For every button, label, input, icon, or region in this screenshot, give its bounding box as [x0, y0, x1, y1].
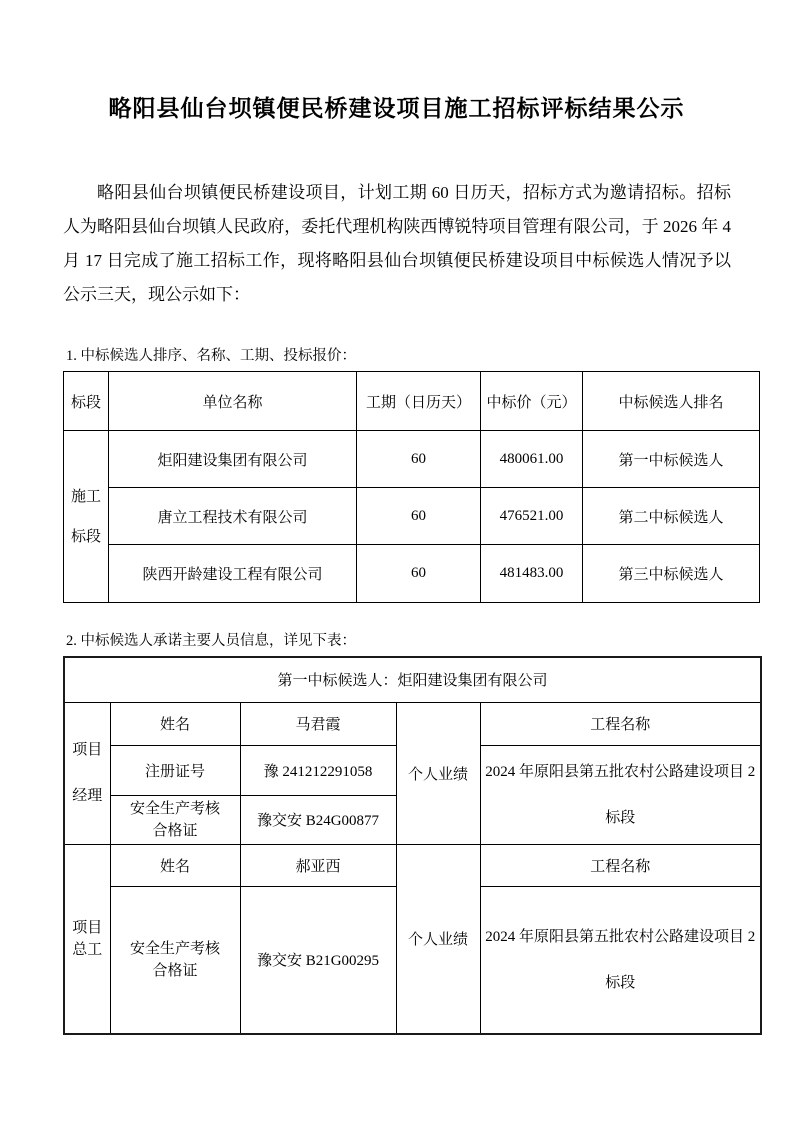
duration-cell: 60 — [357, 488, 481, 545]
section2-heading: 2. 中标候选人承诺主要人员信息，详见下表： — [66, 633, 356, 649]
duration-cell: 60 — [357, 431, 481, 488]
header-bid-price: 中标价（元） — [481, 372, 583, 431]
project-name-label-cell: 工程名称 — [480, 844, 761, 886]
field-value-cell: 马君霞 — [240, 702, 396, 745]
header-candidate-rank: 中标候选人排名 — [583, 372, 760, 431]
field-value-cell: 豫交安 B24G00877 — [240, 795, 396, 844]
role-chief-engineer-cell: 项目总工 — [64, 844, 110, 1034]
achievement-label-cell: 个人业绩 — [396, 702, 480, 844]
company-cell: 唐立工程技术有限公司 — [109, 488, 357, 545]
achievement-project-cell: 2024 年原阳县第五批农村公路建设项目 2 标段 — [480, 886, 761, 1034]
page-title: 略阳县仙台坝镇便民桥建设项目施工招标评标结果公示 — [108, 96, 685, 121]
field-label-cell: 安全生产考核合格证 — [110, 886, 240, 1034]
key-personnel-table — [63, 656, 762, 1035]
achievement-project-cell: 2024 年原阳县第五批农村公路建设项目 2 标段 — [480, 745, 761, 844]
field-value-cell: 豫 241212291058 — [240, 745, 396, 795]
rank-cell: 第三中标候选人 — [583, 545, 760, 603]
rank-cell: 第二中标候选人 — [583, 488, 760, 545]
table-row — [64, 702, 761, 745]
bid-section-group-cell: 施工标段 — [64, 431, 109, 603]
table-row — [64, 488, 760, 545]
header-bid-section: 标段 — [64, 372, 109, 431]
section1-heading: 1. 中标候选人排序、名称、工期、投标报价： — [66, 348, 356, 364]
header-company-name: 单位名称 — [109, 372, 357, 431]
candidate-header-row — [64, 657, 761, 702]
achievement-label-cell: 个人业绩 — [396, 844, 480, 1034]
header-duration: 工期（日历天） — [357, 372, 481, 431]
table-row — [64, 431, 760, 488]
field-label-cell: 注册证号 — [110, 745, 240, 795]
price-cell: 476521.00 — [481, 488, 583, 545]
field-label-cell: 姓名 — [110, 844, 240, 886]
rank-cell: 第一中标候选人 — [583, 431, 760, 488]
company-cell: 炬阳建设集团有限公司 — [109, 431, 357, 488]
table-row — [64, 844, 761, 886]
price-cell: 481483.00 — [481, 545, 583, 603]
field-value-cell: 豫交安 B21G00295 — [240, 886, 396, 1034]
price-cell: 480061.00 — [481, 431, 583, 488]
field-label-cell: 安全生产考核合格证 — [110, 795, 240, 844]
project-name-label-cell: 工程名称 — [480, 702, 761, 745]
field-value-cell: 郝亚西 — [240, 844, 396, 886]
field-label-cell: 姓名 — [110, 702, 240, 745]
role-project-manager-cell: 项目经理 — [64, 702, 110, 844]
table-header-row — [64, 372, 760, 431]
company-cell: 陕西开龄建设工程有限公司 — [109, 545, 357, 603]
table-row — [64, 545, 760, 603]
bid-candidates-table — [63, 371, 760, 603]
candidate-header-cell: 第一中标候选人：炬阳建设集团有限公司 — [64, 657, 761, 702]
intro-paragraph: 略阳县仙台坝镇便民桥建设项目，计划工期 60 日历天，招标方式为邀请招标。招标人为略阳县仙台坝镇人民政府，委托代理机构陕西博锐特项目管理有限公司，于 2026 年 4 月 17 日完成了施工招标工作，现将略阳县仙台坝镇便民桥建设项目中标候选人情况予以公示三天，现公示如下： — [63, 183, 731, 304]
duration-cell: 60 — [357, 545, 481, 603]
